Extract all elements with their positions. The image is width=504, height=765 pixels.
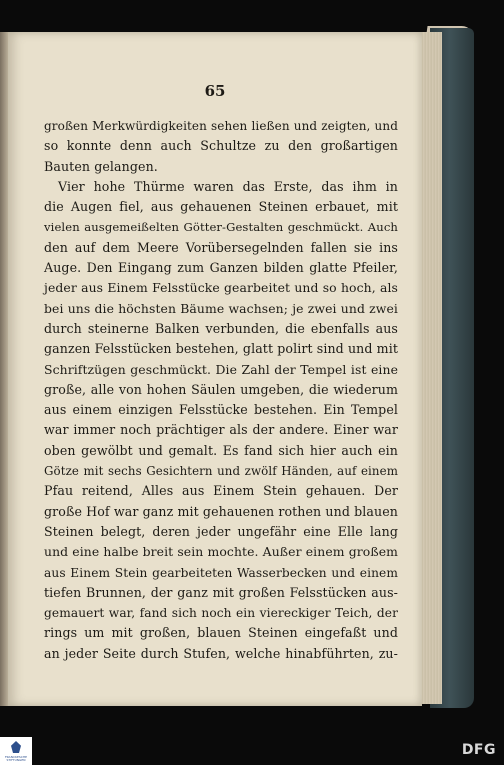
text-line: aus Einem Stein gearbeiteten Wasserbecken und einem [44, 565, 398, 580]
text-line: durch steinerne Balken verbunden, die ebenfalls aus [44, 320, 398, 336]
text-line: großen Merkwürdigkeiten sehen ließen und zeigten, und [44, 119, 398, 133]
page-number: 65 [204, 82, 226, 100]
text-line: an jeder Seite durch Stufen, welche hinabführten, zu- [44, 645, 398, 661]
text-line: die Augen fiel, aus gehauenen Steinen erbauet, mit [44, 199, 398, 215]
text-line: große Hof war ganz mit gehauenen rothen und blauen [44, 503, 398, 519]
text-line: ganzen Felsstücken bestehen, glatt polirt sind und mit [44, 341, 398, 357]
text-line: große, alle von hohen Säulen umgeben, die wiederum [44, 381, 398, 397]
text-line: gemauert war, fand sich noch ein viereckiger Teich, der [44, 606, 398, 621]
book-page [8, 32, 422, 706]
library-logo-caption: FRANCKESCHE STIFTUNGEN [4, 755, 28, 762]
text-line: tiefen Brunnen, der ganz mit großen Felsstücken aus- [44, 584, 398, 600]
text-line: bei uns die höchsten Bäume wachsen; je zwei und zwei [44, 300, 398, 316]
book-scan [0, 26, 476, 710]
text-line: Pfau reitend, Alles aus Einem Stein gehauen. Der [44, 483, 398, 499]
text-line: Schriftzügen geschmückt. Die Zahl der Tempel ist eine [44, 361, 398, 377]
text-line: Götze mit sechs Gesichtern und zwölf Händen, auf einem [44, 464, 398, 479]
text-line: Steinen belegt, deren jeder ungefähr eine Elle lang [44, 523, 398, 539]
text-line: so konnte denn auch Schultze zu den großartigen [44, 138, 398, 154]
page-edges [420, 32, 442, 704]
text-line: vielen ausgemeißelten Götter-Gestalten geschmückt. Auch [44, 220, 398, 235]
text-line: Bauten gelangen. [44, 158, 158, 174]
page-text [44, 116, 398, 664]
text-line: Vier hohe Thürme waren das Erste, das ihm in [58, 178, 398, 194]
text-line: oben gewölbt und gemalt. Es fand sich hier auch ein [44, 442, 398, 458]
text-line: und eine halbe breit sein mochte. Außer einem großem [44, 544, 398, 560]
text-line: Auge. Den Eingang zum Ganzen bilden glatte Pfeiler, [44, 260, 398, 276]
library-logo-icon [11, 741, 21, 753]
text-line: jeder aus Einem Felsstücke gearbeitet und so hoch, als [44, 280, 398, 296]
text-line: den auf dem Meere Vorübersegelnden fallen sie ins [44, 239, 398, 255]
text-line: rings um mit großen, blauen Steinen eingefaßt und [44, 625, 398, 641]
dfg-logo: DFG [461, 742, 496, 758]
book-gutter [0, 32, 8, 706]
text-line: war immer noch prächtiger als der andere. Einer war [44, 422, 398, 438]
text-line: aus einem einzigen Felsstücke bestehen. Ein Tempel [44, 402, 398, 418]
library-logo [0, 737, 32, 765]
